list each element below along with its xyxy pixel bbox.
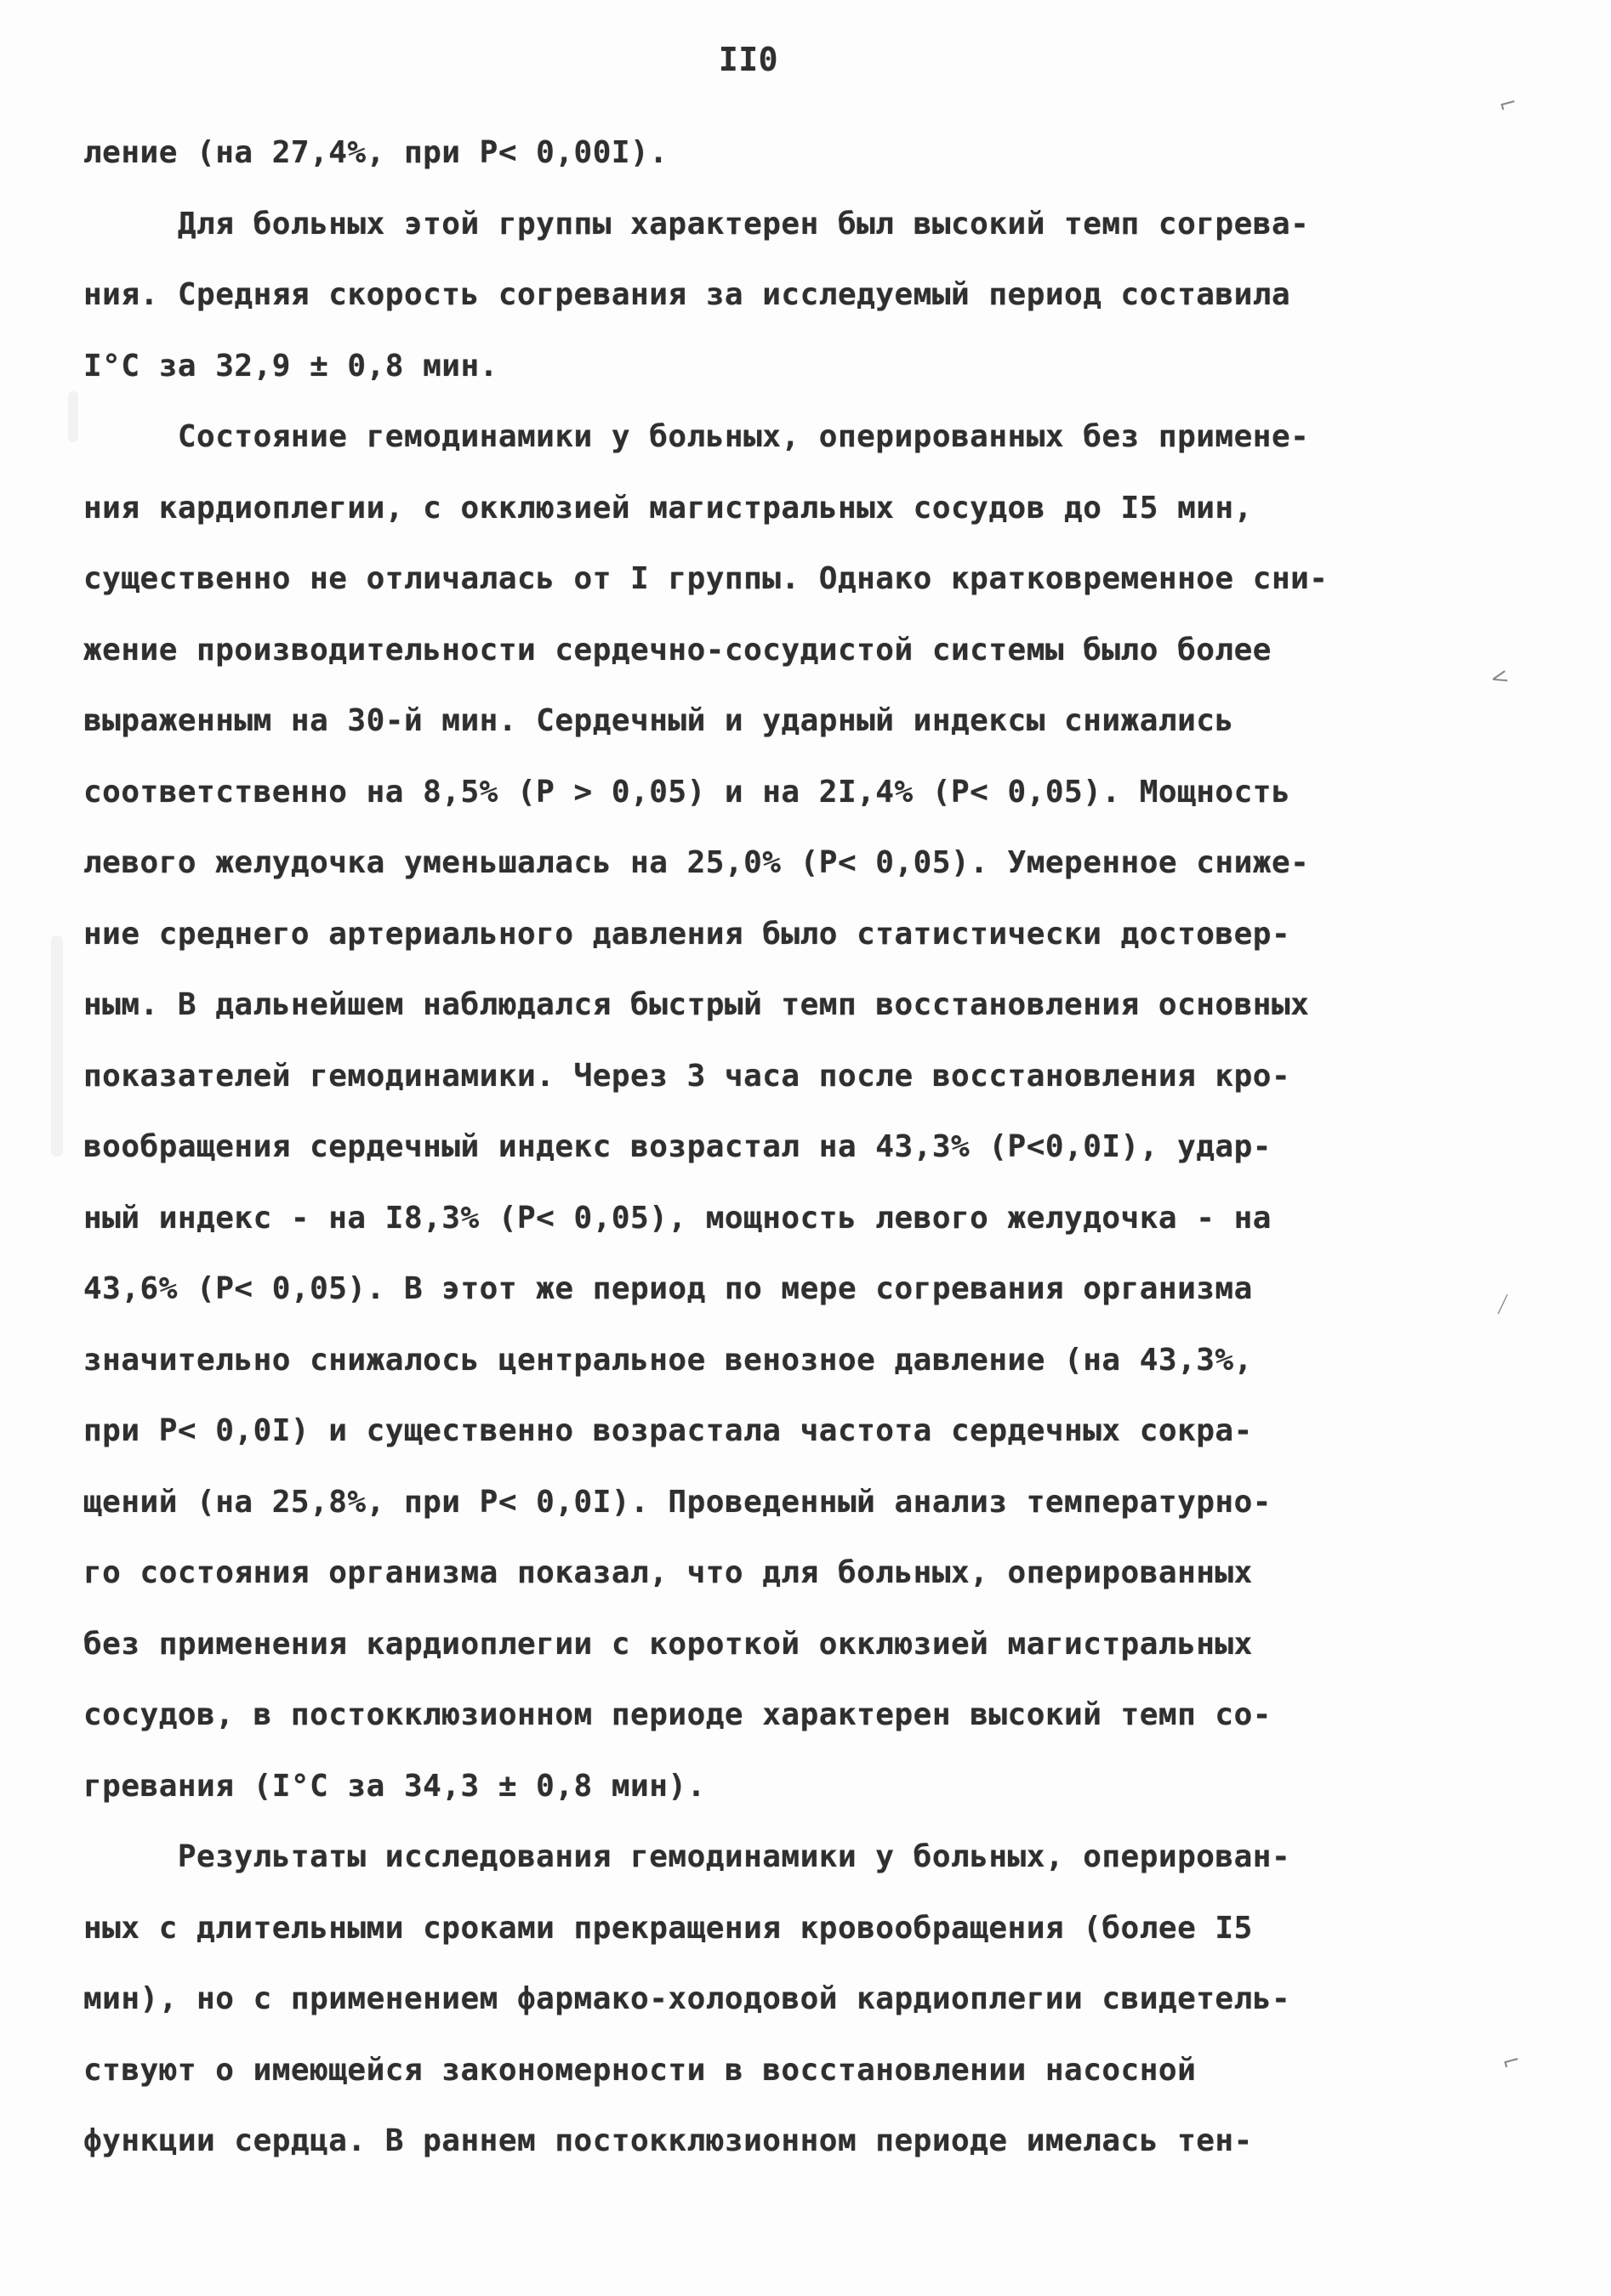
text-line: ния кардиоплегии, с окклюзией магистральных сосудов до I5 мин, bbox=[83, 490, 1253, 526]
text-line: 43,6% (Р< 0,05). В этот же период по мере согревания организма bbox=[83, 1271, 1253, 1306]
text-line: Состояние гемодинамики у больных, оперированных без примене- bbox=[83, 419, 1310, 454]
text-line: ствуют о имеющейся закономерности в восстановлении насосной bbox=[83, 2052, 1197, 2088]
text-line: сосудов, в постокклюзионном периоде характерен высокий темп со- bbox=[83, 1697, 1272, 1732]
text-line: жение производительности сердечно-сосудистой системы было более bbox=[83, 632, 1272, 668]
text-line: вообращения сердечный индекс возрастал на 43,3% (Р<0,0I), удар- bbox=[83, 1129, 1272, 1164]
text-line: существенно не отличалась от I группы. Однако кратковременное сни- bbox=[83, 561, 1329, 596]
scan-smudge bbox=[51, 935, 63, 1157]
text-line: го состояния организма показал, что для больных, оперированных bbox=[83, 1555, 1253, 1590]
text-line: Результаты исследования гемодинамики у больных, оперирован- bbox=[83, 1839, 1291, 1874]
text-line: ный индекс - на I8,3% (Р< 0,05), мощность левого желудочка - на bbox=[83, 1200, 1272, 1236]
text-line: ния. Средняя скорость согревания за исследуемый период составила bbox=[83, 277, 1291, 312]
text-line: выраженным на 30-й мин. Сердечный и ударный индексы снижались bbox=[83, 703, 1234, 738]
text-line: ным. В дальнейшем наблюдался быстрый темп восстановления основных bbox=[83, 987, 1310, 1022]
text-line: Для больных этой группы характерен был высокий темп согрева- bbox=[83, 206, 1310, 242]
margin-mark: ⌐ bbox=[1495, 89, 1521, 120]
text-line: щений (на 25,8%, при Р< 0,0I). Проведенный анализ температурно- bbox=[83, 1484, 1272, 1520]
text-line: показателей гемодинамики. Через 3 часа после восстановления кро- bbox=[83, 1058, 1291, 1094]
text-line: ление (на 27,4%, при Р< 0,00I). bbox=[83, 135, 669, 170]
text-line: левого желудочка уменьшалась на 25,0% (Р< 0,05). Умеренное сниже- bbox=[83, 845, 1310, 880]
scan-smudge bbox=[68, 391, 78, 442]
text-line: ние среднего артериального давления было статистически достовер- bbox=[83, 916, 1291, 952]
text-line: соответственно на 8,5% (Р > 0,05) и на 2I,4% (Р< 0,05). Мощность bbox=[83, 774, 1291, 810]
text-line: значительно снижалось центральное венозное давление (на 43,3%, bbox=[83, 1342, 1253, 1378]
text-line: ных с длительными сроками прекращения кровообращения (более I5 bbox=[83, 1910, 1253, 1946]
text-line: I°С за 32,9 ± 0,8 мин. bbox=[83, 348, 498, 384]
text-line: при Р< 0,0I) и существенно возрастала частота сердечных сокра- bbox=[83, 1413, 1253, 1448]
margin-mark: < bbox=[1487, 662, 1512, 693]
text-line: гревания (I°С за 34,3 ± 0,8 мин). bbox=[83, 1768, 706, 1804]
text-line: без применения кардиоплегии с короткой окклюзией магистральных bbox=[83, 1626, 1253, 1662]
page-number: II0 bbox=[718, 41, 779, 78]
text-line: мин), но с применением фармако-холодовой кардиоплегии свидетель- bbox=[83, 1981, 1291, 2016]
text-line: функции сердца. В раннем постокклюзионном периоде имелась тен- bbox=[83, 2123, 1253, 2158]
body-text bbox=[83, 117, 1512, 2177]
margin-mark: ⟋ bbox=[1492, 1291, 1514, 1320]
margin-mark: ⌐ bbox=[1499, 2047, 1524, 2077]
